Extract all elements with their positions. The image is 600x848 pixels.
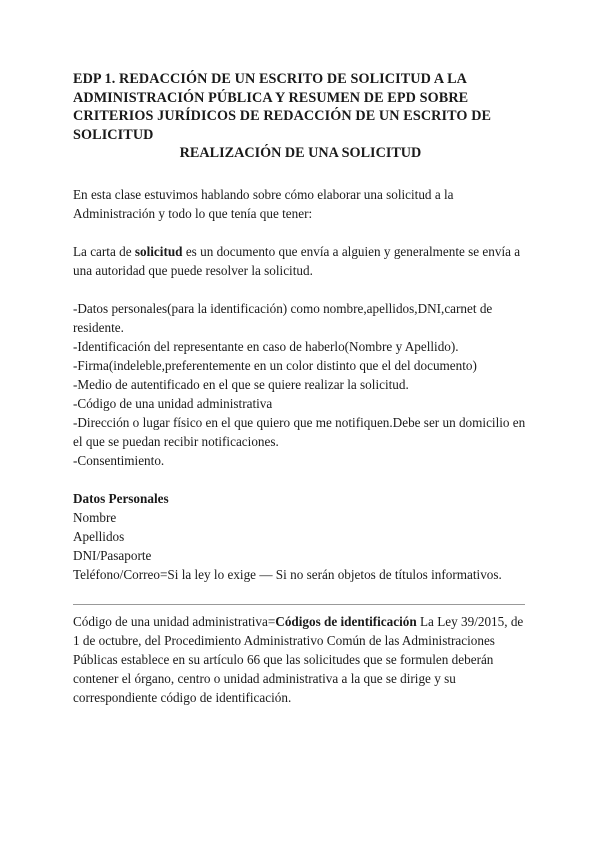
intro-paragraph: En esta clase estuvimos hablando sobre cómo elaborar una solicitud a la Administración y todo lo que tenía que tener: [73,186,454,221]
section-divider [73,604,525,605]
list-item: -Consentimiento. [73,452,165,468]
list-item: Teléfono/Correo=Si la ley lo exige — Si no serán objetos de títulos informativos. [73,566,502,582]
list-item: Apellidos [73,528,125,544]
definition-keyword: solicitud [134,243,183,259]
list-item: DNI/Pasaporte [73,547,152,563]
code-paragraph [73,612,528,707]
code-suffix: La Ley 39/2015, de 1 de octubre, del Procedimiento Administrativo Común de las Administraciones Públicas establece en su artículo 66 que las solicitudes que se formulen deberán contener el órgano, centro o unidad administrativa a la que se dirige y su correspondiente código de identificación. [73,613,524,705]
document-content [73,70,528,707]
list-item: -Código de una unidad administrativa [73,395,273,411]
personal-data-heading: Datos Personales [73,490,169,506]
code-prefix: Código de una unidad administrativa= [73,613,276,629]
requirements-list [73,299,528,470]
list-item: -Identificación del representante en caso de haberlo(Nombre y Apellido). [73,338,459,354]
list-item: -Dirección o lugar físico en el que quiero que me notifiquen.Debe ser un domicilio en el que se puedan recibir notificaciones. [73,414,526,449]
personal-data-list [73,508,528,584]
list-item: -Medio de autentificado en el que se quiere realizar la solicitud. [73,376,409,392]
document-title: EDP 1. REDACCIÓN DE UN ESCRITO DE SOLICITUD A LA ADMINISTRACIÓN PÚBLICA Y RESUMEN DE EPD SOBRE CRITERIOS JURÍDICOS DE REDACCIÓN DE UN ESCRITO DE SOLICITUD [73,71,492,143]
list-item: -Datos personales(para la identificación) como nombre,apellidos,DNI,carnet de residente. [73,300,493,335]
definition-suffix: es un documento que envía a alguien y generalmente se envía a una autoridad que puede resolver la solicitud. [73,243,521,278]
definition-prefix: La carta de [73,243,135,259]
definition-paragraph [73,242,528,280]
code-keyword: Códigos de identificación [275,613,417,629]
document-subtitle: REALIZACIÓN DE UNA SOLICITUD [179,145,422,161]
list-item: -Firma(indeleble,preferentemente en un color distinto que el del documento) [73,357,477,373]
list-item: Nombre [73,509,117,525]
